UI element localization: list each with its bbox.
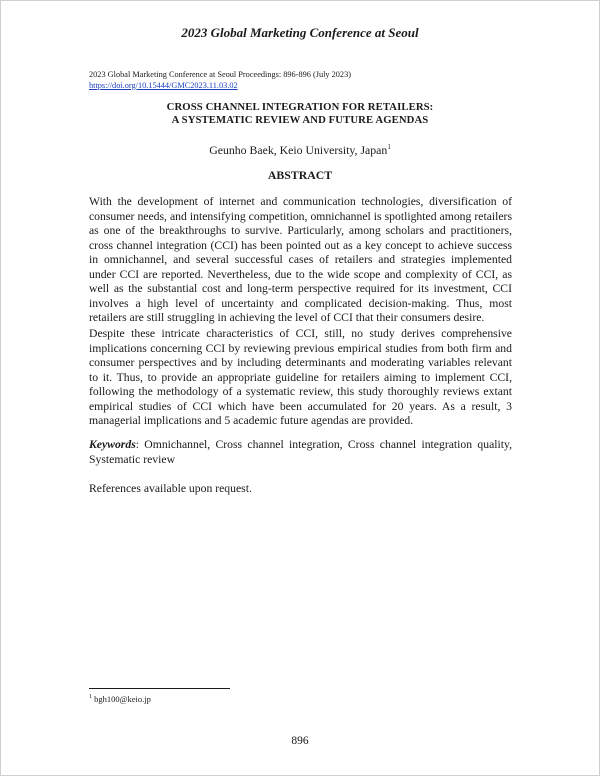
abstract-paragraph-2: Despite these intricate characteristics of CCI, still, no study derives comprehensive implications concerning CCI by reviewing previous empirical studies from both firm and consumer perspectives and by including determinants and moderating variables relevant to it. Thus, to provide an appropriate guideline for retailers aiming to implement CCI, following the methodology of a systematic review, this study thoroughly reviews extant empirical studies of CCI which have been accumulated for 20 years. As a result, 3 managerial implications and 5 academic future agendas are provided. bbox=[89, 327, 512, 427]
keywords-text: : Omnichannel, Cross channel integration, Cross channel integration quality, Systematic review bbox=[89, 438, 512, 466]
keywords-line bbox=[89, 438, 512, 467]
running-header: 2023 Global Marketing Conference at Seoul bbox=[181, 25, 419, 40]
paper-title-line-2: A SYSTEMATIC REVIEW AND FUTURE AGENDAS bbox=[171, 114, 429, 126]
author-line bbox=[0, 143, 600, 158]
references-note: References available upon request. bbox=[89, 482, 252, 495]
footnote-divider bbox=[89, 688, 230, 689]
abstract-heading: ABSTRACT bbox=[267, 168, 333, 182]
doi-link[interactable]: https://doi.org/10.15444/GMC2023.11.03.02 bbox=[89, 80, 238, 90]
paper-title bbox=[0, 101, 600, 127]
proceedings-citation-block bbox=[89, 70, 351, 91]
footnote bbox=[89, 694, 151, 704]
paper-title-line-1: CROSS CHANNEL INTEGRATION FOR RETAILERS: bbox=[166, 101, 434, 113]
author-footnote-marker: 1 bbox=[387, 143, 391, 152]
abstract-paragraph-1: With the development of internet and communication technologies, diversification of consumer needs, and intensifying competition, omnichannel is spotlighted among retailers as one of the breakthroughs to survive. Particularly, among scholars and practitioners, cross channel integration (CCI) has been pointed out as a key concept to achieve success in omnichannel, and several successful cases of retailers and strategies implemented under CCI are reported. Nevertheless, due to the wide scope and complexity of CCI, as well as the substantial cost and long-term perspective required for its investment, CCI involves a high level of uncertainty and complicated decision-making. Thus, most retailers are still struggling in achieving the level of CCI that their consumers desire. bbox=[89, 195, 512, 324]
proceedings-citation: 2023 Global Marketing Conference at Seoul Proceedings: 896-896 (July 2023) bbox=[89, 70, 351, 79]
page-number: 896 bbox=[291, 735, 309, 747]
keywords-label: Keywords bbox=[89, 438, 136, 451]
footnote-marker: 1 bbox=[89, 694, 92, 701]
author-name-affiliation: Geunho Baek, Keio University, Japan bbox=[209, 143, 388, 157]
footnote-email: bgh100@keio.jp bbox=[92, 694, 151, 704]
